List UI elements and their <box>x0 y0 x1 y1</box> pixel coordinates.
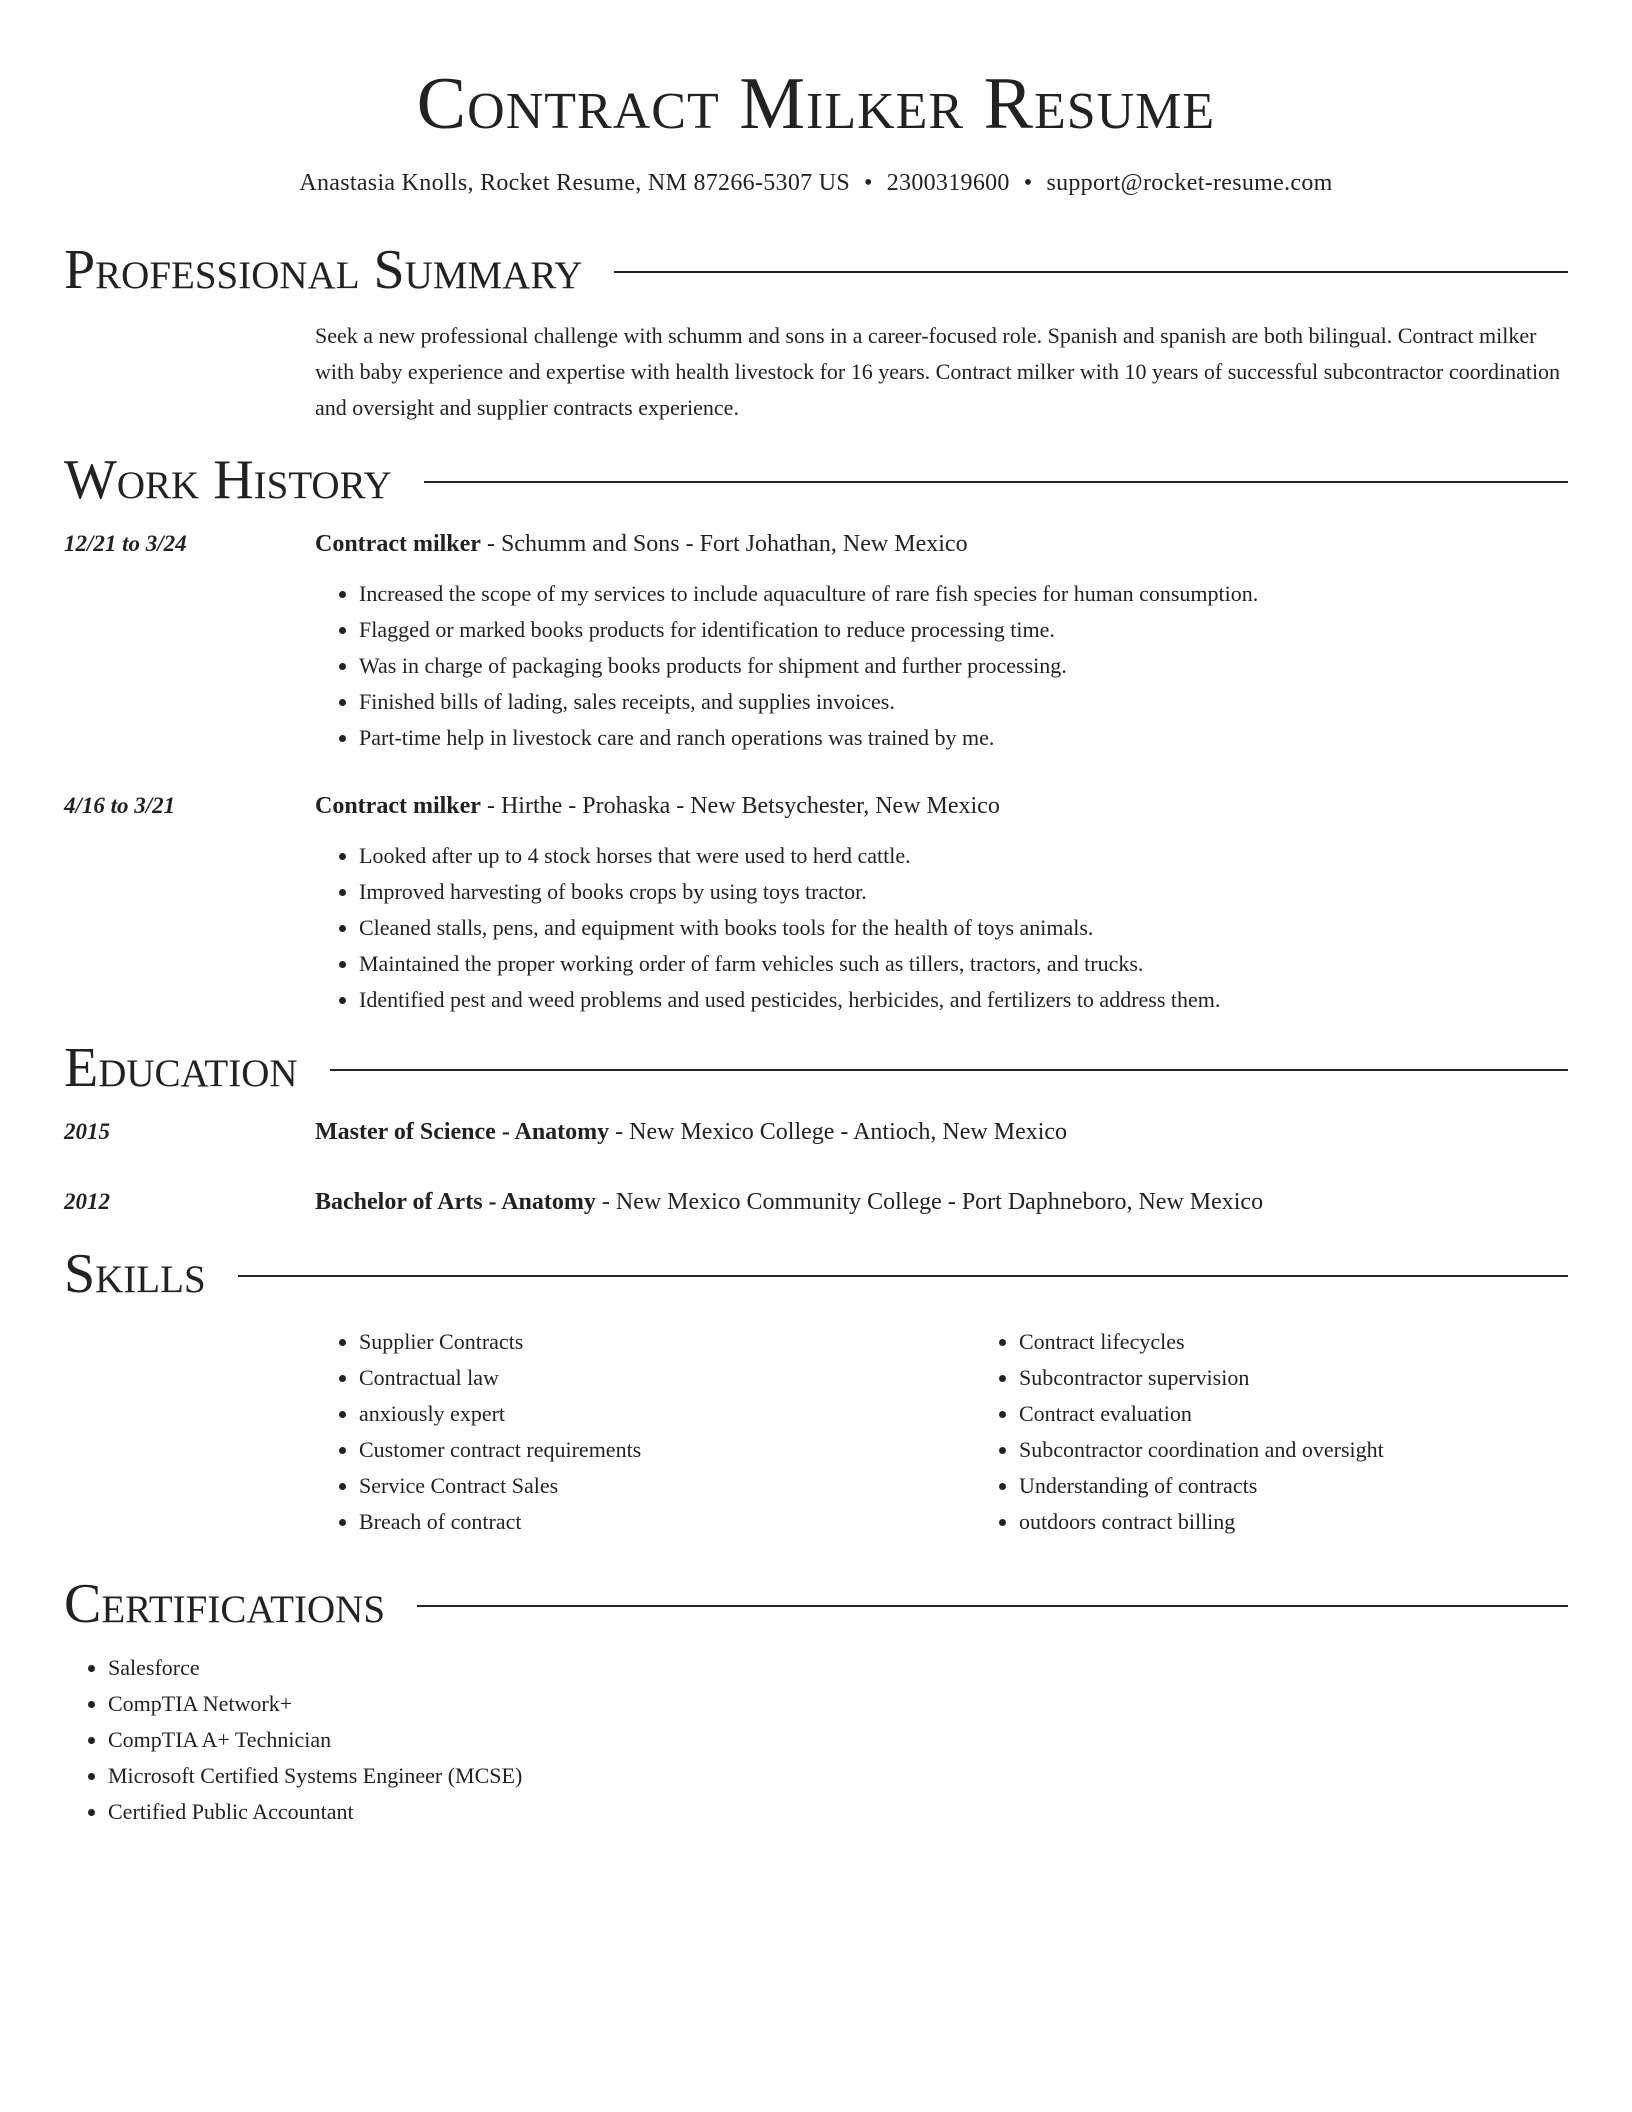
list-item: • Part-time help in livestock care and ranch operations was trained by me. <box>359 720 1568 756</box>
education-year: 2012 <box>64 1189 110 1214</box>
job-details: - Hirthe - Prohaska - New Betsychester, New Mexico <box>480 793 1000 819</box>
summary-section-header <box>64 238 1568 302</box>
education-year: 2015 <box>64 1119 110 1144</box>
certification-item: • CompTIA A+ Technician <box>108 1722 1568 1758</box>
skill-item: • Customer contract requirements <box>359 1432 975 1468</box>
section-divider <box>238 1275 1568 1277</box>
list-item: • Identified pest and weed problems and used pesticides, herbicides, and fertilizers to address them. <box>359 982 1568 1018</box>
skill-item: • Subcontractor coordination and oversight <box>1019 1432 1632 1468</box>
skill-item: • Breach of contract <box>359 1504 975 1540</box>
work-entry <box>64 526 1568 756</box>
certification-item: • Certified Public Accountant <box>108 1794 1568 1830</box>
skills-section-title: Skills <box>64 1243 206 1305</box>
education-entry <box>64 1114 1568 1150</box>
list-item: • Cleaned stalls, pens, and equipment with books tools for the health of toys animals. <box>359 910 1568 946</box>
list-item: • Flagged or marked books products for identification to reduce processing time. <box>359 612 1568 648</box>
job-title: Contract milker <box>315 793 481 819</box>
education-headline <box>315 1114 1568 1150</box>
skills-section-header <box>64 1242 1568 1306</box>
section-divider <box>330 1069 1568 1071</box>
skill-item: • Service Contract Sales <box>359 1468 975 1504</box>
skill-item: • Supplier Contracts <box>359 1324 975 1360</box>
section-divider <box>424 481 1568 483</box>
work-section-title: Work History <box>64 449 392 511</box>
work-bullets <box>315 576 1568 756</box>
skill-item: • outdoors contract billing <box>1019 1504 1632 1540</box>
list-item: • Finished bills of lading, sales receipts, and supplies invoices. <box>359 684 1568 720</box>
certifications-list <box>64 1650 1568 1830</box>
list-item: • Was in charge of packaging books products for shipment and further processing. <box>359 648 1568 684</box>
contact-address: Anastasia Knolls, Rocket Resume, NM 87266-5307 US <box>299 170 851 196</box>
section-divider <box>614 271 1568 273</box>
skills-list <box>315 1324 1568 1540</box>
summary-text: Seek a new professional challenge with schumm and sons in a career-focused role. Spanish and spanish are both bilingual. Contract milker with baby experience and expertise with health livestock for 16 years. Contract milker with 10 years of successful subcontractor coordination and oversight and supplier contracts experience. <box>315 323 1561 420</box>
education-headline <box>315 1184 1568 1220</box>
skill-item: • anxiously expert <box>359 1396 975 1432</box>
contact-separator: • <box>1023 170 1033 196</box>
skills-column-right <box>975 1324 1632 1540</box>
contact-separator: • <box>864 170 873 196</box>
skill-item: • Contractual law <box>359 1360 975 1396</box>
resume-page <box>64 0 1568 1830</box>
school-details: - New Mexico Community College - Port Daphneboro, New Mexico <box>595 1189 1264 1215</box>
list-item: • Looked after up to 4 stock horses that were used to herd cattle. <box>359 838 1568 874</box>
work-dates: 4/16 to 3/21 <box>64 793 176 818</box>
contact-line <box>64 168 1568 198</box>
list-item: • Improved harvesting of books crops by using toys tractor. <box>359 874 1568 910</box>
job-title: Contract milker <box>315 531 481 557</box>
work-section-header <box>64 448 1568 512</box>
list-item: • Increased the scope of my services to include aquaculture of rare fish species for human consumption. <box>359 576 1568 612</box>
work-dates: 12/21 to 3/24 <box>64 531 187 556</box>
certifications-section-header <box>64 1572 1568 1636</box>
work-entry <box>64 788 1568 1018</box>
certification-item: • Salesforce <box>108 1650 1568 1686</box>
contact-phone: 2300319600 <box>886 170 1010 196</box>
education-section-title: Education <box>64 1037 298 1099</box>
summary-section-title: Professional Summary <box>64 239 583 301</box>
school-details: - New Mexico College - Antioch, New Mexico <box>609 1119 1068 1145</box>
skill-item: • Contract lifecycles <box>1019 1324 1632 1360</box>
job-details: - Schumm and Sons - Fort Johathan, New Mexico <box>480 531 968 557</box>
page-title: Contract Milker Resume <box>416 63 1216 145</box>
skills-column-left <box>315 1324 975 1540</box>
education-section-header <box>64 1036 1568 1100</box>
degree: Master of Science - Anatomy <box>315 1119 610 1145</box>
degree: Bachelor of Arts - Anatomy <box>315 1189 596 1215</box>
education-entry <box>64 1184 1568 1220</box>
skill-item: • Understanding of contracts <box>1019 1468 1632 1504</box>
skill-item: • Contract evaluation <box>1019 1396 1632 1432</box>
work-bullets <box>315 838 1568 1018</box>
list-item: • Maintained the proper working order of farm vehicles such as tillers, tractors, and trucks. <box>359 946 1568 982</box>
certification-item: • Microsoft Certified Systems Engineer (MCSE) <box>108 1758 1568 1794</box>
skill-item: • Subcontractor supervision <box>1019 1360 1632 1396</box>
section-divider <box>417 1605 1568 1607</box>
work-headline <box>315 788 1568 824</box>
certifications-section-title: Certifications <box>64 1573 386 1635</box>
contact-email: support@rocket-resume.com <box>1046 170 1333 196</box>
certification-item: • CompTIA Network+ <box>108 1686 1568 1722</box>
work-headline <box>315 526 1568 562</box>
